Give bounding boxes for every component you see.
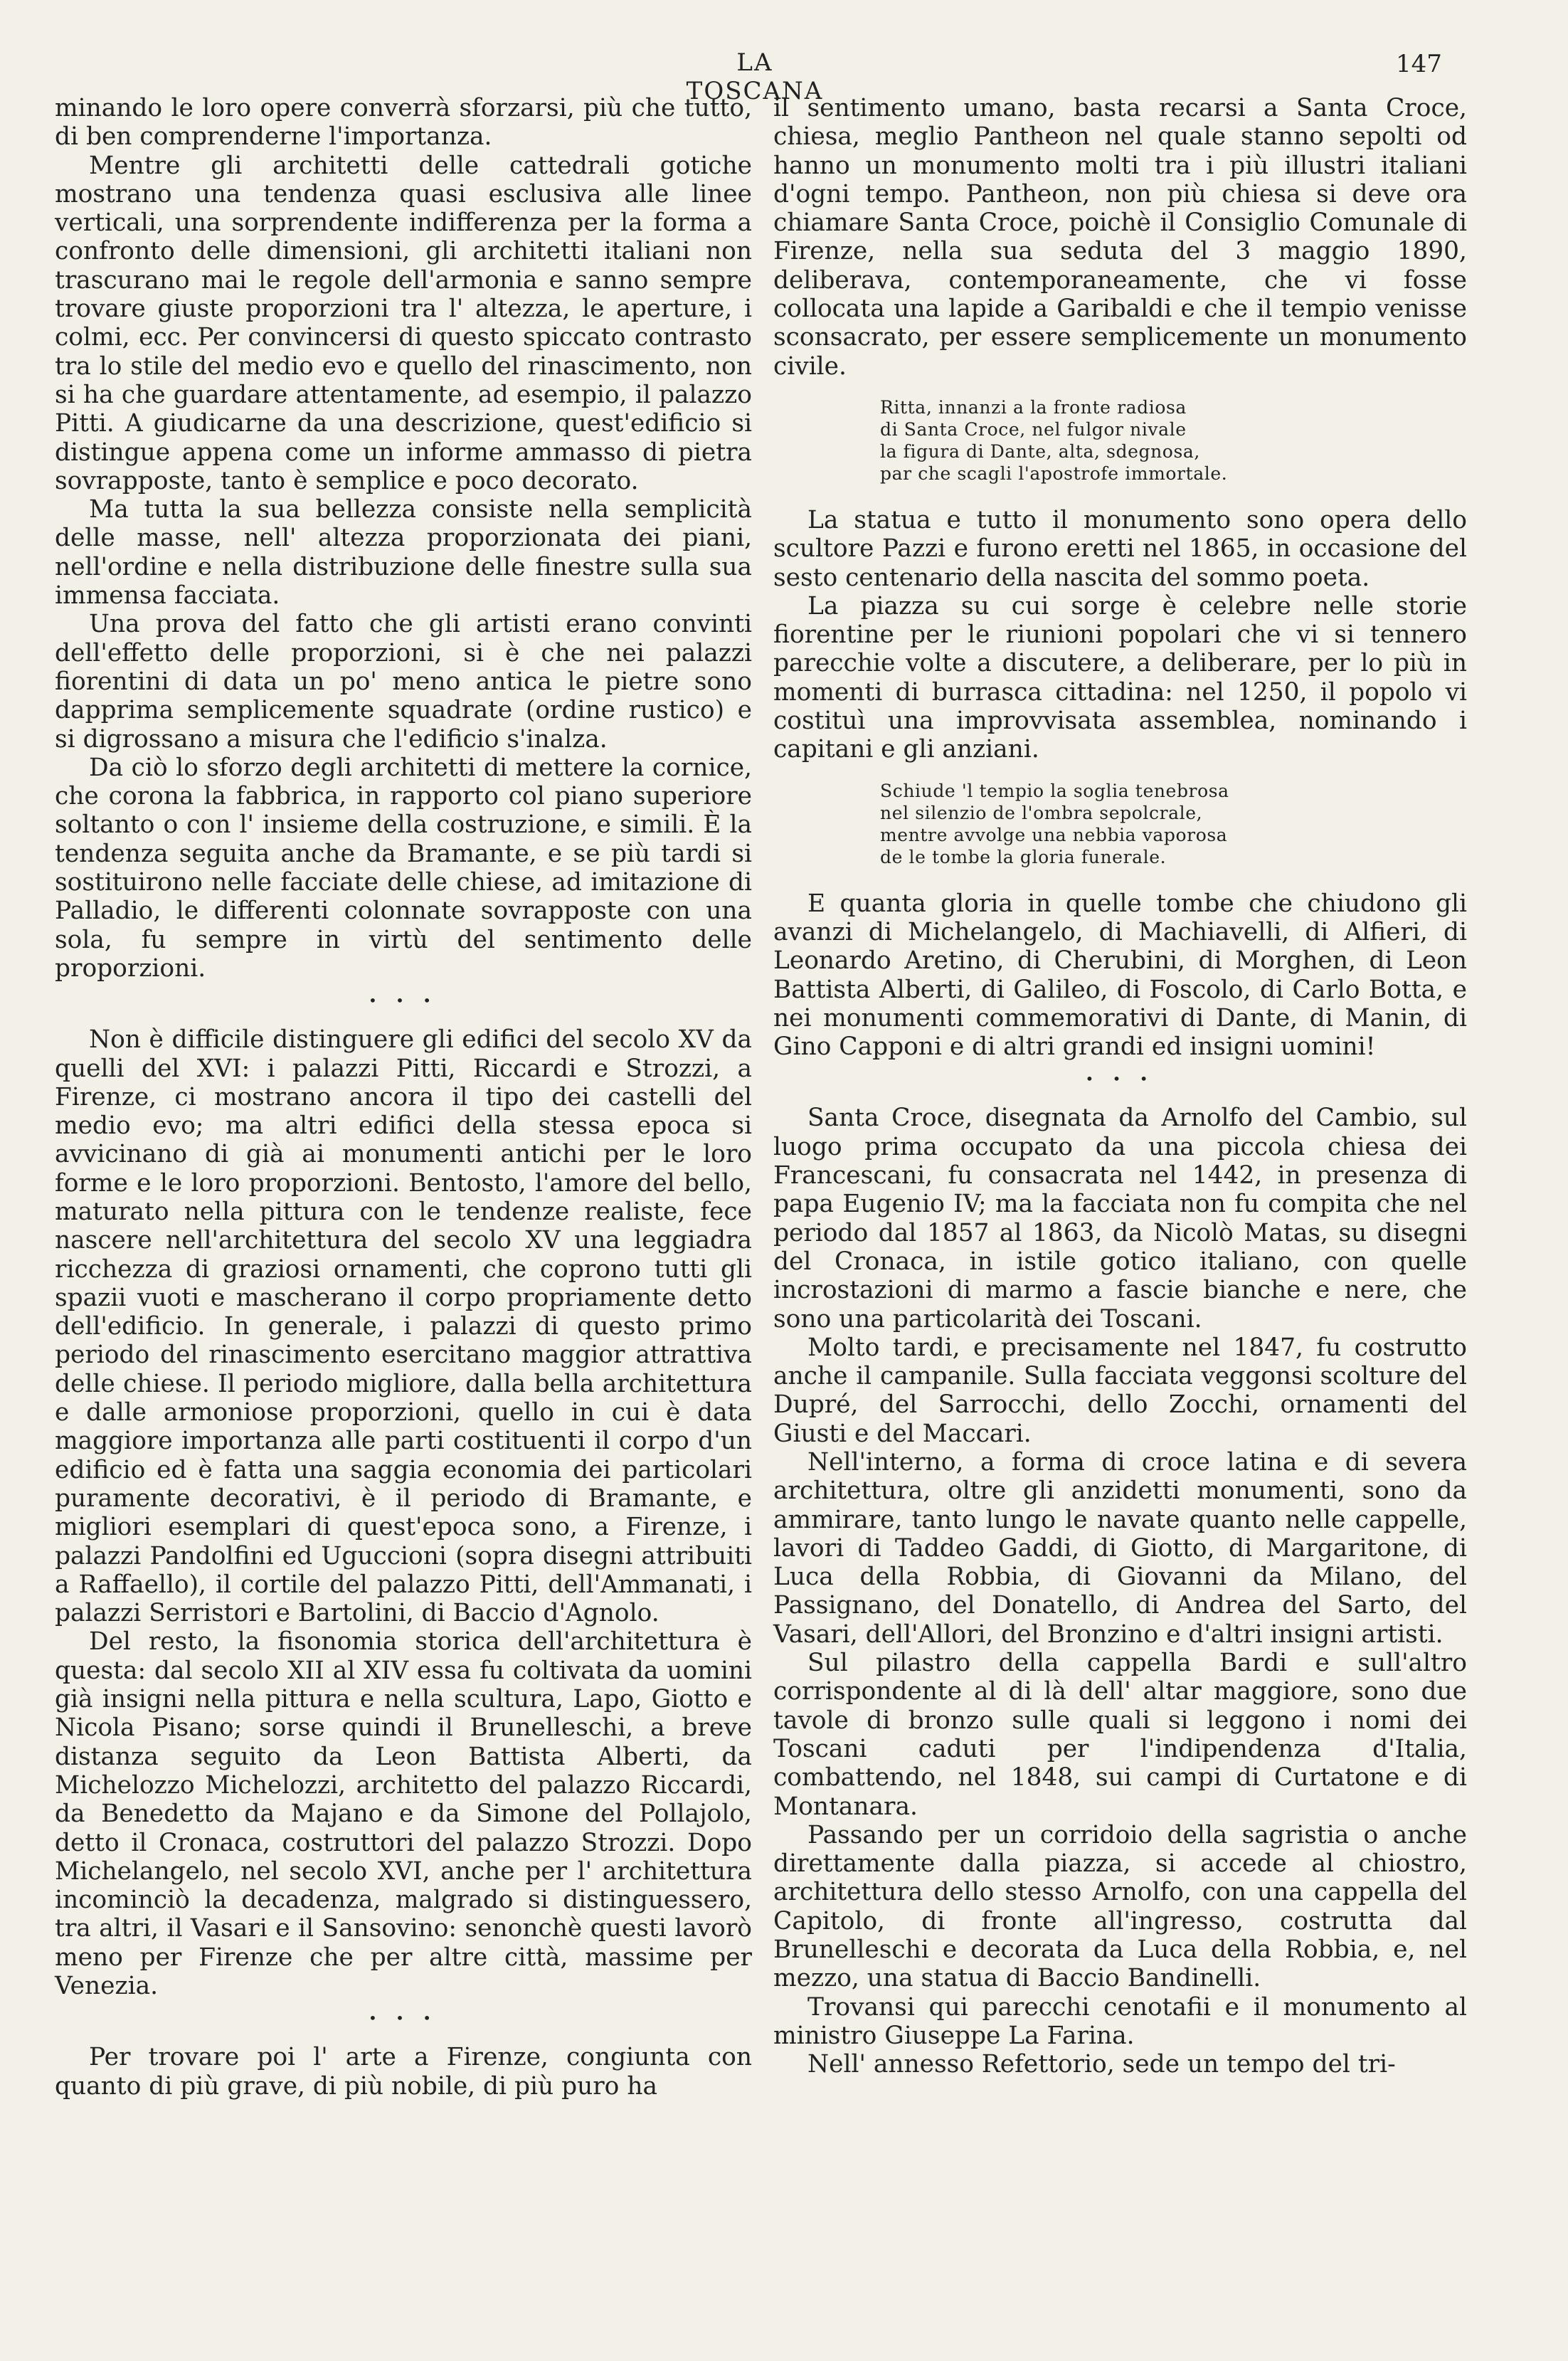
verse-line: par che scagli l'apostrofe immortale. xyxy=(880,463,1228,484)
left-column xyxy=(55,94,752,2101)
paragraph: Santa Croce, disegnata da Arnolfo del Cambio, sul luogo prima occupato da una piccola chiesa dei Francescani, fu consacrata nel 1442, in presenza di papa Eugenio IV; ma la facciata non fu compita che nel periodo dal 1857 al 1863, da Nicolò Matas, su disegni del Cronaca, in istile gotico italiano, con quelle incrostazioni di marmo a fascie bianche e nere, che sono una particolarità dei Toscani. xyxy=(773,1104,1467,1333)
running-title: LA TOSCANA xyxy=(686,48,824,105)
paragraph: Nell'interno, a forma di croce latina e di severa architettura, oltre gli anzidetti monumenti, sono da ammirare, tanto lungo le navate quanto nelle cappelle, lavori di Taddeo Gaddi, di Giotto, di Margaritone, di Luca della Robbia, di Giovanni da Milano, del Passignano, del Donatello, di Andrea del Sarto, del Vasari, dell'Allori, del Bronzino e d'altri insigni artisti. xyxy=(773,1447,1467,1649)
paragraph: La piazza su cui sorge è celebre nelle storie fiorentine per le riunioni popolari che vi si tennero parecchie volte a discutere, a deliberare, per lo più in momenti di burrasca cittadina: nel 1250, il popolo vi costituì una improvvisata assemblea, nominando i capitani e gli anziani. xyxy=(773,591,1467,764)
right-column xyxy=(773,94,1467,2079)
verse-line: di Santa Croce, nel fulgor nivale xyxy=(880,418,1187,440)
paragraph: Sul pilastro della cappella Bardi e sull'altro corrispondente al di là dell' altar maggiore, sono due tavole di bronzo sulle quali si leggono i nomi dei Toscani caduti per l'indipendenza d'Italia, combattendo, nel 1848, sui campi di Curtatone e di Montanara. xyxy=(773,1649,1467,1821)
verse-line: nel silenzio de l'ombra sepolcrale, xyxy=(880,802,1203,823)
paragraph: Non è difficile distinguere gli edifici del secolo XV da quelli del XVI: i palazzi Pitti, Riccardi e Strozzi, a Firenze, ci mostrano ancora il tipo dei castelli del medio evo; ma altri edifici della stessa epoca si avvicinano di già ai monumenti antichi per le loro forme e le loro proporzioni. Bentosto, l'amore del bello, maturato nella pittura con le tendenze realiste, fece nascere nell'architettura del secolo XV una leggiadra ricchezza di graziosi ornamenti, che coprono tutti gli spazii vuoti e mascherano il corpo propriamente detto dell'edificio. In generale, i palazzi di questo primo periodo del rinascimento esercitano maggior attrattiva delle chiese. Il periodo migliore, dalla bella architettura e dalle armoniose proporzioni, quello in cui è data maggiore importanza alle parti costituenti il corpo d'un edificio ed è fatta una saggia economia dei particolari puramente decorativi, è il periodo di Bramante, e migliori esemplari di quest'epoca sono, a Firenze, i palazzi Pandolfini ed Uguccioni (sopra disegni attribuiti a Raffaello), il cortile del palazzo Pitti, dell'Ammanati, i palazzi Serristori e Bartolini, di Baccio d'Agnolo. xyxy=(55,1025,752,1628)
verse-line: Schiude 'l tempio la soglia tenebrosa xyxy=(880,780,1229,801)
verse-quote xyxy=(880,396,1467,485)
paragraph: Nell' annesso Refettorio, sede un tempo del tri- xyxy=(807,2050,1396,2079)
page-number: 147 xyxy=(1396,50,1442,78)
verse-quote xyxy=(880,780,1467,868)
section-separator: • • • xyxy=(1085,1070,1155,1088)
paragraph: Trovansi qui parecchi cenotafii e il monumento al ministro Giuseppe La Farina. xyxy=(773,1992,1467,2050)
paragraph: La statua e tutto il monumento sono opera dello scultore Pazzi e furono eretti nel 1865, in occasione del sesto centenario della nascita del sommo poeta. xyxy=(773,505,1467,592)
paragraph: Molto tardi, e precisamente nel 1847, fu costrutto anche il campanile. Sulla facciata veggonsi scolture del Dupré, del Sarrocchi, dello Zocchi, ornamenti del Giusti e del Maccari. xyxy=(773,1333,1467,1448)
paragraph: Una prova del fatto che gli artisti erano convinti dell'effetto delle proporzioni, si è che nei palazzi fiorentini di data un po' meno antica le pietre sono dapprima semplicemente squadrate (ordine rustico) e si digrossano a misura che l'edificio s'inalza. xyxy=(55,610,752,754)
verse-line: Ritta, innanzi a la fronte radiosa xyxy=(880,396,1187,418)
paragraph: Ma tutta la sua bellezza consiste nella semplicità delle masse, nell' altezza proporzionata dei piani, nell'ordine e nella distribuzione delle finestre sulla sua immensa facciata. xyxy=(55,495,752,611)
paragraph: Mentre gli architetti delle cattedrali gotiche mostrano una tendenza quasi esclusiva alle linee verticali, una sorprendente indifferenza per la forma a confronto delle dimensioni, gli architetti italiani non trascurano mai le regole dell'armonia e sanno sempre trovare giuste proporzioni tra l' altezza, le aperture, i colmi, ecc. Per convincersi di questo spiccato contrasto tra lo stile del medio evo e quello del rinascimento, non si ha che guardare attentamente, ad esempio, il palazzo Pitti. A giudicarne da una descrizione, quest'edificio si distingue appena come un informe ammasso di pietra sovrapposte, tanto è semplice e poco decorato. xyxy=(55,151,752,495)
paragraph: il sentimento umano, basta recarsi a Santa Croce, chiesa, meglio Pantheon nel quale stanno sepolti od hanno un monumento molti tra i più illustri italiani d'ogni tempo. Pantheon, non più chiesa si deve ora chiamare Santa Croce, poichè il Consiglio Comunale di Firenze, nella sua seduta del 3 maggio 1890, deliberava, contemporaneamente, che vi fosse collocata una lapide a Garibaldi e che il tempio venisse sconsacrato, per essere semplicemente un monumento civile. xyxy=(773,94,1467,381)
verse-line: la figura di Dante, alta, sdegnosa, xyxy=(880,440,1200,462)
verse-line: de le tombe la gloria funerale. xyxy=(880,846,1167,867)
paragraph: Del resto, la fisonomia storica dell'architettura è questa: dal secolo XII al XIV essa fu coltivata da uomini già insigni nella pittura e nella scultura, Lapo, Giotto e Nicola Pisano; sorse quindi il Brunelleschi, a breve distanza seguito da Leon Battista Alberti, da Michelozzo Michelozzi, architetto del palazzo Riccardi, da Benedetto da Majano e da Simone del Pollajolo, detto il Cronaca, costruttori del palazzo Strozzi. Dopo Michelangelo, nel secolo XVI, anche per l' architettura incominciò la decadenza, malgrado si distinguessero, tra altri, il Vasari e il Sansovino: senonchè questi lavorò meno per Firenze che per altre città, massime per Venezia. xyxy=(55,1627,752,2000)
section-separator: • • • xyxy=(368,2009,439,2027)
paragraph: Passando per un corridoio della sagristia o anche direttamente dalla piazza, si accede al chiostro, architettura dello stesso Arnolfo, con una cappella del Capitolo, di fronte all'ingresso, costrutta dal Brunelleschi e decorata da Luca della Robbia, e, nel mezzo, una statua di Baccio Bandinelli. xyxy=(773,1820,1467,1993)
section-separator: • • • xyxy=(368,992,439,1010)
paragraph: minando le loro opere converrà sforzarsi, più che tutto, di ben comprenderne l'importanza. xyxy=(55,94,752,152)
paragraph: E quanta gloria in quelle tombe che chiudono gli avanzi di Michelangelo, di Machiavelli, di Alfieri, di Leonardo Aretino, di Cherubini, di Morghen, di Leon Battista Alberti, di Galileo, di Foscolo, di Carlo Botta, e nei monumenti commemorativi di Dante, di Manin, di Gino Capponi e di altri grandi ed insigni uomini! xyxy=(773,889,1467,1062)
paragraph: Da ciò lo sforzo degli architetti di mettere la cornice, che corona la fabbrica, in rapporto col piano superiore soltanto o con l' insieme della costruzione, e simili. È la tendenza seguita anche da Bramante, e se più tardi si sostituirono nelle facciate delle chiese, ad imitazione di Palladio, le differenti colonnate sovrapposte con una sola, fu sempre in virtù del sentimento delle proporzioni. xyxy=(55,753,752,983)
paragraph: Per trovare poi l' arte a Firenze, congiunta con quanto di più grave, di più nobile, di più puro ha xyxy=(55,2043,752,2101)
verse-line: mentre avvolge una nebbia vaporosa xyxy=(880,824,1228,845)
